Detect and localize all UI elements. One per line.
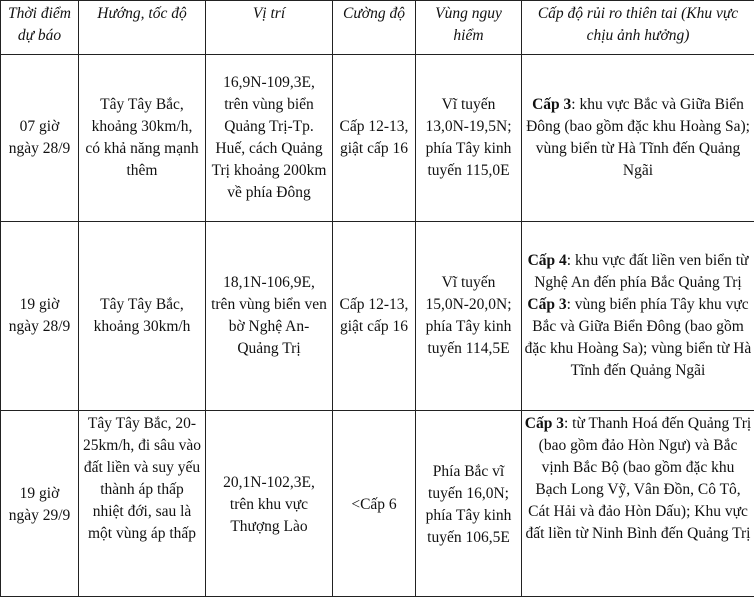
risk-entry xyxy=(524,250,752,294)
table-row xyxy=(1,55,754,222)
risk-text: : khu vực đất liền ven biển từ Nghệ An đến phía Bắc Quảng Trị xyxy=(534,252,748,291)
table-row xyxy=(1,222,754,411)
cell-risk xyxy=(522,55,754,222)
header-position: Vị trí xyxy=(206,1,333,55)
cell-intensity: Cấp 12-13, giật cấp 16 xyxy=(333,55,416,222)
risk-level: Cấp 3 xyxy=(525,415,564,432)
header-time: Thời điểm dự báo xyxy=(1,1,79,55)
cell-direction: Tây Tây Bắc, 20-25km/h, đi sâu vào đất liền và suy yếu thành áp thấp nhiệt đới, sau là một vùng áp thấp xyxy=(79,411,206,597)
table-row xyxy=(1,411,754,597)
cell-position: 16,9N-109,3E, trên vùng biển Quảng Trị-Tp. Huế, cách Quảng Trị khoảng 200km về phía Đông xyxy=(206,55,333,222)
risk-entry xyxy=(524,294,752,382)
header-row xyxy=(1,1,754,55)
cell-danger-zone: Vĩ tuyến 13,0N-19,5N; phía Tây kinh tuyến 115,0E xyxy=(416,55,522,222)
cell-danger-zone: Vĩ tuyến 15,0N-20,0N; phía Tây kinh tuyến 114,5E xyxy=(416,222,522,411)
header-intensity: Cường độ xyxy=(333,1,416,55)
cell-position: 18,1N-106,9E, trên vùng biển ven bờ Nghệ An-Quảng Trị xyxy=(206,222,333,411)
risk-entry xyxy=(524,413,752,545)
cell-time: 19 giờ ngày 28/9 xyxy=(1,222,79,411)
header-direction: Hướng, tốc độ xyxy=(79,1,206,55)
risk-text: : khu vực Bắc và Giữa Biển Đông (bao gồm đặc khu Hoàng Sa); vùng biển từ Hà Tĩnh đến Quảng Ngãi xyxy=(526,96,750,179)
cell-direction: Tây Tây Bắc, khoảng 30km/h, có khả năng mạnh thêm xyxy=(79,55,206,222)
cell-risk xyxy=(522,222,754,411)
cell-danger-zone: Phía Bắc vĩ tuyến 16,0N; phía Tây kinh tuyến 106,5E xyxy=(416,411,522,597)
risk-level: Cấp 3 xyxy=(532,96,571,113)
header-danger-zone: Vùng nguy hiểm xyxy=(416,1,522,55)
cell-time: 19 giờ ngày 29/9 xyxy=(1,411,79,597)
risk-level: Cấp 4 xyxy=(528,252,567,269)
cell-direction: Tây Tây Bắc, khoảng 30km/h xyxy=(79,222,206,411)
header-risk: Cấp độ rủi ro thiên tai (Khu vực chịu ảnh hưởng) xyxy=(522,1,754,55)
cell-risk xyxy=(522,411,754,597)
risk-text: : từ Thanh Hoá đến Quảng Trị (bao gồm đảo Hòn Ngư) và Bắc vịnh Bắc Bộ (bao gồm đặc khu Bạch Long Vỹ, Vân Đồn, Cô Tô, Cát Hải và đảo Hòn Dấu); Khu vực đất liền từ Ninh Bình đến Quảng Trị xyxy=(526,415,752,542)
risk-text: : vùng biển phía Tây khu vực Bắc và Giữa Biển Đông (bao gồm đặc khu Hoàng Sa); vùng biển từ Hà Tĩnh đến Quảng Ngãi xyxy=(525,296,752,379)
risk-level: Cấp 3 xyxy=(527,296,566,313)
risk-entry xyxy=(524,94,752,182)
cell-position: 20,1N-102,3E, trên khu vực Thượng Lào xyxy=(206,411,333,597)
cell-time: 07 giờ ngày 28/9 xyxy=(1,55,79,222)
cell-intensity: <Cấp 6 xyxy=(333,411,416,597)
cell-intensity: Cấp 12-13, giật cấp 16 xyxy=(333,222,416,411)
